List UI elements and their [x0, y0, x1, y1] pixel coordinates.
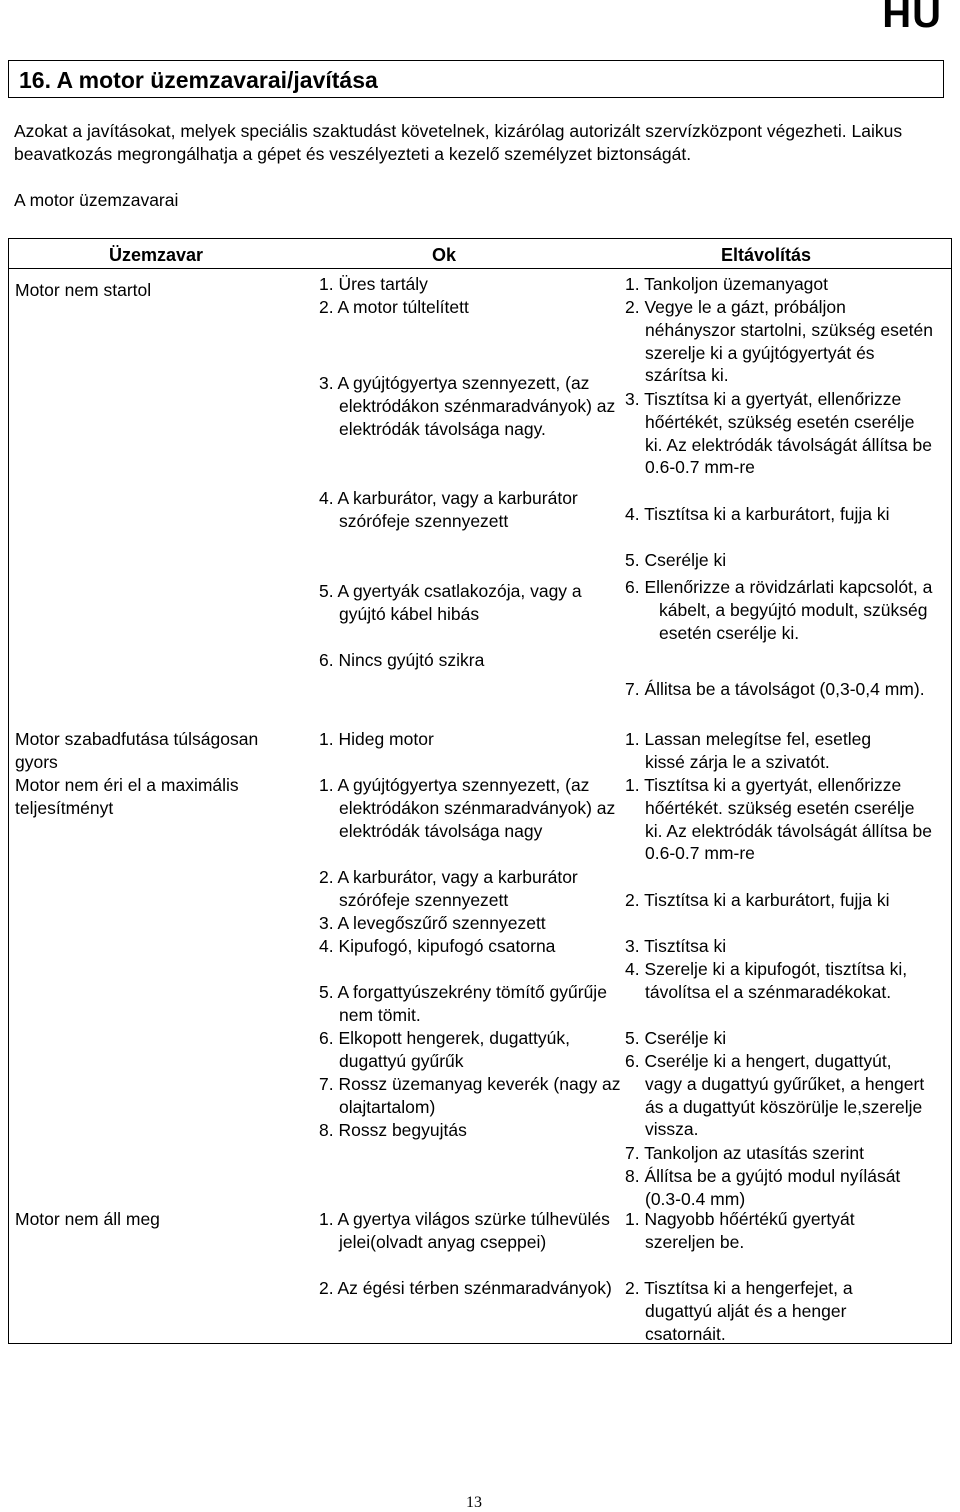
remedy-item: 4. Szerelje ki a kipufogót, tisztítsa ki, távolítsa el a szénmaradékokat.: [625, 959, 908, 1002]
cause-item: 4. A karburátor, vagy a karburátor szórófeje szennyezett: [319, 488, 578, 531]
remedy-item: 1. Nagyobb hőértékű gyertyát szereljen be.: [625, 1209, 855, 1252]
cause-cell: [319, 728, 609, 751]
remedy-item: 1. Tisztítsa ki a gyertyát, ellenőrizze hőértékét. szükség esetén cserélje ki. Az elektródák távolságát állítsa be 0.6-0.7 mm-re: [625, 775, 932, 864]
cause-item: 6. Nincs gyújtó szikra: [319, 650, 485, 670]
cause-item: 6. Elkopott hengerek, dugattyúk, dugattyú gyűrűk: [319, 1028, 570, 1071]
header-remedy: Eltávolítás: [721, 245, 812, 265]
cause-item: 3. A gyújtógyertya szennyezett, (az elektródákon szénmaradványok) az elektródák távolsága nagy.: [319, 373, 616, 439]
remedy-item: 6. Cserélje ki a hengert, dugattyút, vagy a dugattyú gyűrűket, a hengert ás a dugattyút köszörülje le,szerelje vissza.: [625, 1051, 925, 1140]
remedy-item: 5. Cserélje ki: [625, 1028, 727, 1048]
section-title: 16. A motor üzemzavarai/javítása: [19, 67, 378, 93]
remedy-item: 4. Tisztítsa ki a karburátort, fujja ki: [625, 504, 890, 524]
cause-item: 1. Hideg motor: [319, 729, 434, 749]
remedy-item: 8. Állítsa be a gyújtó modul nyílását (0.3-0.4 mm): [625, 1166, 901, 1209]
remedy-cell: [625, 728, 910, 774]
fault-text: Motor szabadfutása túlságosan gyors: [15, 729, 259, 772]
remedy-item: 5. Cserélje ki: [625, 550, 727, 570]
fault-text: Motor nem áll meg: [15, 1209, 160, 1229]
intro-paragraph: Azokat a javításokat, melyek speciális szaktudást követelnek, kizárólag autorizált szervízközpont végezheti. Laikus beavatkozás megrongálhatja a gépet és veszélyezteti a kezelő személyzet biztonságát.: [14, 121, 903, 164]
cause-item: 5. A forgattyúszekrény tömítő gyűrűje nem tömit.: [319, 982, 607, 1025]
remedy-item: 2. Tisztítsa ki a karburátort, fujja ki: [625, 890, 890, 910]
remedy-item: 3. Tisztítsa ki a gyertyát, ellenőrizze hőértékét, szükség esetén cserélje ki. Az elektródák távolságát állítsa be 0.6-0.7 mm-re: [625, 389, 932, 478]
header-fault: Üzemzavar: [109, 245, 204, 265]
fault-text: Motor nem startol: [15, 280, 152, 300]
page-number: 13: [466, 1494, 482, 1511]
remedy-item: 1. Tankoljon üzemanyagot: [625, 274, 829, 294]
header-cause: Ok: [432, 245, 457, 265]
cause-item: 7. Rossz üzemanyag keverék (nagy az olajtartalom): [319, 1074, 621, 1117]
language-code: HU: [882, 0, 942, 36]
cause-item: 1. A gyújtógyertya szennyezett, (az elektródákon szénmaradványok) az elektródák távolsága nagy: [319, 775, 616, 841]
fault-text: Motor nem éri el a maximális teljesítményt: [15, 775, 239, 818]
fault-cell: [15, 279, 300, 302]
remedy-item: 6. Ellenőrizze a rövidzárlati kapcsolót, a kábelt, a begyújtó modult, szükség esetén cserélje ki.: [625, 577, 933, 643]
remedy-item: 2. Tisztítsa ki a hengerfejet, a dugattyú alját és a henger csatornáit.: [625, 1278, 853, 1344]
cause-item: 1. Üres tartály: [319, 274, 428, 294]
subheading: A motor üzemzavarai: [14, 190, 179, 210]
remedy-item: 2. Vegye le a gázt, próbáljon néhányszor startolni, szükség esetén szerelje ki a gyújtógyertyát és szárítsa ki.: [625, 297, 933, 386]
cause-item: 2. Az égési térben szénmaradványok): [319, 1278, 612, 1298]
cause-item: 8. Rossz begyujtás: [319, 1120, 467, 1140]
fault-cell: [15, 1208, 300, 1231]
cause-item: 2. A motor túltelített: [319, 297, 469, 317]
fault-cell: [15, 728, 300, 774]
header-divider: [9, 268, 951, 269]
remedy-item: 7. Állitsa be a távolságot (0,3-0,4 mm).: [625, 679, 925, 699]
troubleshooting-table: [8, 238, 952, 1344]
cause-item: 4. Kipufogó, kipufogó csatorna: [319, 936, 556, 956]
cause-item: 2. A karburátor, vagy a karburátor szórófeje szennyezett: [319, 867, 578, 910]
remedy-item: 1. Lassan melegítse fel, esetleg kissé zárja le a szivatót.: [625, 729, 872, 772]
remedy-item: 7. Tankoljon az utasítás szerint: [625, 1143, 864, 1163]
cause-item: 1. A gyertya világos szürke túlhevülés jelei(olvadt anyag cseppei): [319, 1209, 610, 1252]
section-title-box: [8, 60, 944, 98]
remedy-item: 3. Tisztítsa ki: [625, 936, 727, 956]
cause-item: 3. A levegőszűrő szennyezett: [319, 913, 546, 933]
fault-cell: [15, 774, 300, 820]
cause-item: 5. A gyertyák csatlakozója, vagy a gyújtó kábel hibás: [319, 581, 582, 624]
